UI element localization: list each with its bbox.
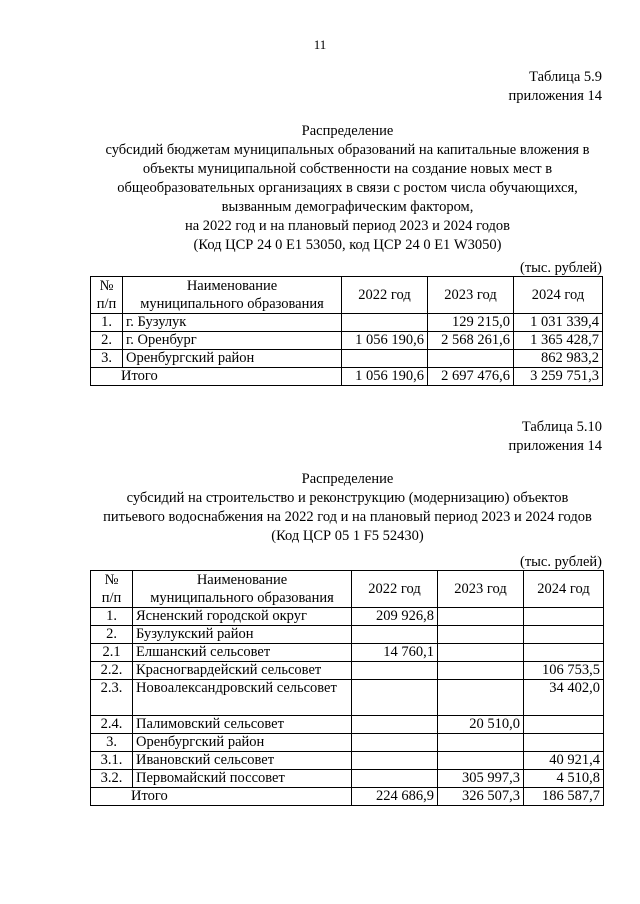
row-value-2022 <box>352 734 438 752</box>
table-row <box>91 314 603 332</box>
table1-heading-line: Распределение <box>301 123 394 139</box>
row-value-2023: 2 568 261,6 <box>428 332 514 350</box>
table2-unit: (тыс. рублей) <box>520 554 602 570</box>
row-value-2024: 34 402,0 <box>524 680 604 716</box>
table-total-row <box>91 788 604 806</box>
table1-heading-line: общеобразовательных организациях в связи с ростом числа обучающихся, <box>117 180 578 196</box>
row-value-2022 <box>352 716 438 734</box>
row-name: Оренбургский район <box>133 734 352 752</box>
column-header-2024: 2024 год <box>524 571 604 608</box>
table-row <box>91 770 604 788</box>
table1-heading <box>60 122 635 255</box>
table2-ref-line1: Таблица 5.10 <box>521 419 602 435</box>
row-value-2023 <box>438 608 524 626</box>
total-value-2024: 186 587,7 <box>524 788 604 806</box>
table1-ref-line1: Таблица 5.9 <box>529 69 602 85</box>
row-number: 3.1. <box>91 752 133 770</box>
row-number: 2. <box>91 626 133 644</box>
row-number: 2.2. <box>91 662 133 680</box>
table1-header-row <box>91 277 603 314</box>
row-number: 2.1 <box>91 644 133 662</box>
row-value-2024: 862 983,2 <box>514 350 603 368</box>
table1-grid <box>90 276 603 386</box>
column-header-name: Наименование муниципального образования <box>123 277 342 314</box>
row-number: 3. <box>91 734 133 752</box>
table1-reference <box>509 68 602 106</box>
row-value-2023 <box>438 752 524 770</box>
row-name: Оренбургский район <box>123 350 342 368</box>
row-value-2023 <box>428 350 514 368</box>
table1-unit: (тыс. рублей) <box>520 260 602 276</box>
row-value-2024 <box>524 734 604 752</box>
row-name: Ясненский городской округ <box>133 608 352 626</box>
table2-grid <box>90 570 604 806</box>
table1-heading-line: на 2022 год и на плановый период 2023 и 2024 годов <box>184 218 511 234</box>
column-header-2023: 2023 год <box>438 571 524 608</box>
row-number: 3.2. <box>91 770 133 788</box>
row-name: Ивановский сельсовет <box>133 752 352 770</box>
row-value-2022: 209 926,8 <box>352 608 438 626</box>
table-row <box>91 680 604 716</box>
row-number: 1. <box>91 314 123 332</box>
table-row <box>91 350 603 368</box>
table2-ref-line2: приложения 14 <box>508 438 602 454</box>
total-label: Итого <box>91 368 342 386</box>
row-value-2023: 129 215,0 <box>428 314 514 332</box>
row-number: 2.4. <box>91 716 133 734</box>
row-value-2023 <box>438 680 524 716</box>
column-header-number: № п/п <box>91 277 123 314</box>
row-number: 3. <box>91 350 123 368</box>
row-name: Красногвардейский сельсовет <box>133 662 352 680</box>
table2-heading-line: субсидий на строительство и реконструкцию (модернизацию) объектов <box>126 490 569 506</box>
row-value-2022: 14 760,1 <box>352 644 438 662</box>
row-name: г. Оренбург <box>123 332 342 350</box>
row-value-2022 <box>342 314 428 332</box>
row-value-2022 <box>352 770 438 788</box>
table2-heading-line: питьевого водоснабжения на 2022 год и на плановый период 2023 и 2024 годов <box>103 509 592 525</box>
page-number: 11 <box>313 37 327 52</box>
row-number: 2.3. <box>91 680 133 716</box>
row-value-2024: 40 921,4 <box>524 752 604 770</box>
row-name: Палимовский сельсовет <box>133 716 352 734</box>
row-value-2022 <box>352 680 438 716</box>
row-value-2024: 4 510,8 <box>524 770 604 788</box>
column-header-2022: 2022 год <box>342 277 428 314</box>
row-number: 1. <box>91 608 133 626</box>
column-header-name: Наименование муниципального образования <box>133 571 352 608</box>
row-value-2024: 1 365 428,7 <box>514 332 603 350</box>
table2-header-row <box>91 571 604 608</box>
row-value-2023 <box>438 662 524 680</box>
row-value-2023: 20 510,0 <box>438 716 524 734</box>
total-value-2023: 2 697 476,6 <box>428 368 514 386</box>
table-row <box>91 332 603 350</box>
table-row <box>91 752 604 770</box>
row-value-2023 <box>438 734 524 752</box>
table1-heading-line: объекты муниципальной собственности на создание новых мест в <box>142 161 553 177</box>
row-value-2024 <box>524 716 604 734</box>
total-value-2023: 326 507,3 <box>438 788 524 806</box>
row-value-2023: 305 997,3 <box>438 770 524 788</box>
total-value-2022: 1 056 190,6 <box>342 368 428 386</box>
table1-heading-line: субсидий бюджетам муниципальных образований на капитальные вложения в <box>105 142 590 158</box>
column-header-2023: 2023 год <box>428 277 514 314</box>
row-number: 2. <box>91 332 123 350</box>
row-name: Новоалександровский сельсовет <box>133 680 352 716</box>
row-name: Бузулукский район <box>133 626 352 644</box>
row-value-2022 <box>342 350 428 368</box>
row-value-2024: 106 753,5 <box>524 662 604 680</box>
row-value-2024 <box>524 644 604 662</box>
table-total-row <box>91 368 603 386</box>
row-value-2022 <box>352 752 438 770</box>
column-header-2022: 2022 год <box>352 571 438 608</box>
row-name: Елшанский сельсовет <box>133 644 352 662</box>
total-value-2022: 224 686,9 <box>352 788 438 806</box>
table-row <box>91 608 604 626</box>
row-value-2024 <box>524 626 604 644</box>
row-value-2022 <box>352 626 438 644</box>
table1-heading-line: (Код ЦСР 24 0 Е1 53050, код ЦСР 24 0 Е1 W3050) <box>193 237 502 253</box>
row-value-2024 <box>524 608 604 626</box>
table2-reference <box>509 418 602 456</box>
total-value-2024: 3 259 751,3 <box>514 368 603 386</box>
row-value-2023 <box>438 644 524 662</box>
table-row <box>91 644 604 662</box>
column-header-number: № п/п <box>91 571 133 608</box>
table-row <box>91 716 604 734</box>
table-row <box>91 734 604 752</box>
row-value-2024: 1 031 339,4 <box>514 314 603 332</box>
column-header-2024: 2024 год <box>514 277 603 314</box>
table-row <box>91 626 604 644</box>
total-label: Итого <box>91 788 352 806</box>
row-value-2022 <box>352 662 438 680</box>
table1-heading-line: вызванным демографическим фактором, <box>221 199 474 215</box>
row-name: г. Бузулук <box>123 314 342 332</box>
table2-heading-line: Распределение <box>301 471 394 487</box>
table2-heading <box>60 470 635 546</box>
row-value-2023 <box>438 626 524 644</box>
table2-heading-line: (Код ЦСР 05 1 F5 52430) <box>271 528 424 544</box>
table1-ref-line2: приложения 14 <box>508 88 602 104</box>
row-name: Первомайский поссовет <box>133 770 352 788</box>
table-row <box>91 662 604 680</box>
row-value-2022: 1 056 190,6 <box>342 332 428 350</box>
